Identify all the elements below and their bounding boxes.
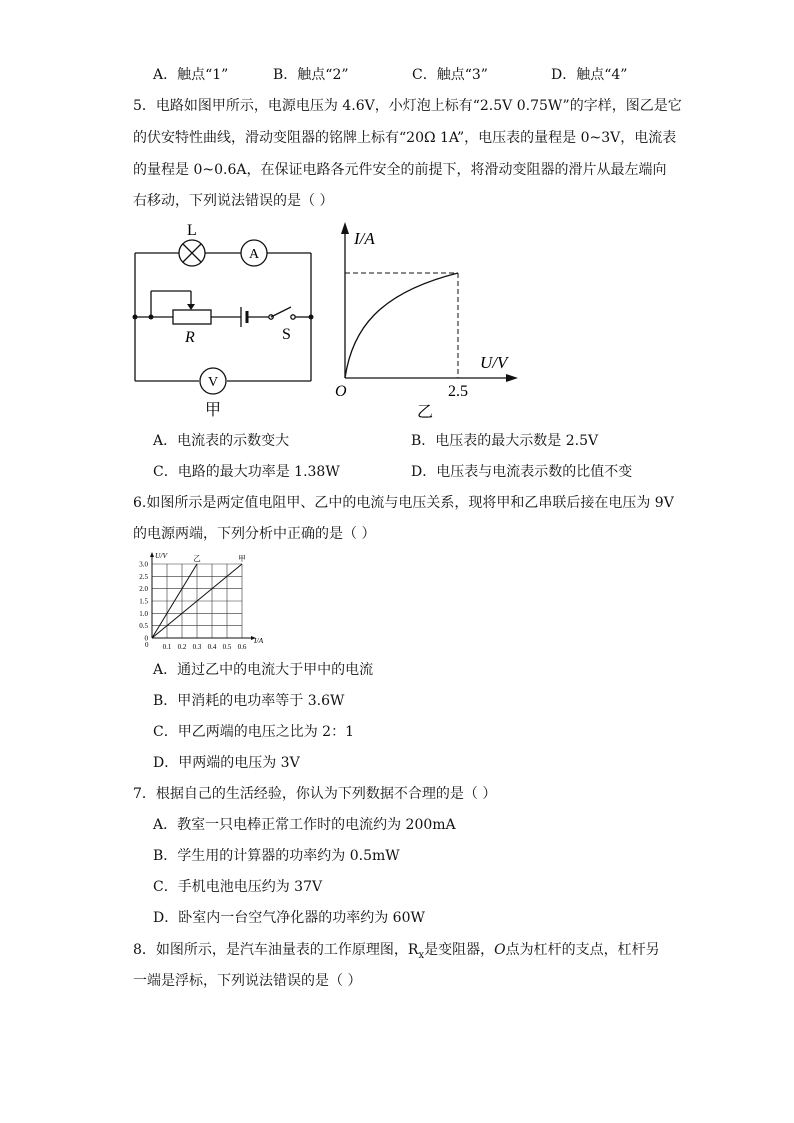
q5-stem-line-2: 的伏安特性曲线，滑动变阻器的铭牌上标有“20Ω 1A”，电压表的量程是 0~3V，电流表 — [133, 130, 677, 146]
q6-ui-chart — [128, 550, 270, 655]
x-tick-label: 0.3 — [192, 643, 202, 651]
x-tick-label: 0.4 — [207, 643, 217, 651]
y-tick-label: 2.5 — [139, 572, 148, 581]
q6-option-d[interactable]: D．甲两端的电压为 3V — [153, 755, 300, 771]
q5-circuit-diagram — [125, 215, 325, 420]
q5-stem-line-3: 的量程是 0~0.6A，在保证电路各元件安全的前提下，将滑动变阻器的滑片从最左端向 — [133, 162, 667, 178]
y-axis-arrow-icon — [341, 222, 349, 234]
x-tick-label: 0.1 — [162, 643, 172, 651]
x-tick-label: 0.5 — [222, 643, 232, 651]
q6-option-b[interactable]: B．甲消耗的电功率等于 3.6W — [153, 693, 345, 709]
rheostat-label: R — [185, 329, 195, 346]
q7-option-c[interactable]: C．手机电池电压约为 37V — [153, 879, 323, 895]
y-tick-label: 1.0 — [139, 609, 148, 618]
graph-xtick: 2.5 — [448, 383, 468, 400]
y-axis-label: U/V — [155, 551, 168, 560]
ammeter-label: A — [248, 247, 260, 262]
q4-option-b[interactable]: B．触点“2” — [273, 67, 349, 83]
q6-stem-line-1: 6.如图所示是两定值电阻甲、乙中的电流与电压关系，现将甲和乙串联后接在电压为 9V — [133, 495, 674, 511]
circuit-caption: 甲 — [204, 402, 222, 419]
y-tick-label: 0.5 — [139, 622, 148, 631]
q8-text-b: 是变阻器， — [424, 942, 495, 958]
x-tick-label: 0.2 — [177, 643, 187, 651]
graph-ylabel: I/A — [354, 229, 375, 248]
junction-dot — [149, 315, 154, 320]
q4-option-a[interactable]: A．触点“1” — [153, 67, 229, 83]
graph-xlabel: U/V — [480, 353, 508, 372]
graph-caption: 乙 — [416, 404, 434, 420]
q4-option-c[interactable]: C．触点“3” — [412, 67, 488, 83]
switch-label: S — [282, 326, 291, 343]
q8-text-a: 8．如图所示，是汽车油量表的工作原理图，R — [133, 942, 419, 958]
q5-option-d[interactable]: D．电压表与电流表示数的比值不变 — [411, 464, 633, 480]
q4-option-d[interactable]: D．触点“4” — [551, 67, 628, 83]
y-axis-arrow-icon — [150, 552, 154, 557]
q5-iu-graph — [330, 218, 530, 420]
q7-option-d[interactable]: D．卧室内一台空气净化器的功率约为 60W — [153, 910, 425, 926]
x-tick-label: 0.6 — [237, 643, 247, 651]
series-label-1: 甲 — [238, 554, 246, 563]
q5-stem-line-4: 右移动，下列说法错误的是（ ） — [133, 193, 334, 209]
q6-option-a[interactable]: A．通过乙中的电流大于甲中的电流 — [153, 662, 374, 678]
origin-label: 0 — [145, 641, 149, 649]
series-label-0: 乙 — [193, 554, 201, 563]
x-axis-arrow-icon — [506, 374, 518, 382]
y-tick-label: 3.0 — [139, 560, 148, 569]
y-tick-label: 0 — [144, 634, 148, 643]
lamp-symbol — [179, 240, 205, 266]
q7-stem: 7．根据自己的生活经验，你认为下列数据不合理的是（ ） — [133, 786, 497, 802]
y-tick-label: 1.5 — [139, 597, 148, 606]
q5-stem-line-1: 5．电路如图甲所示，电源电压为 4.6V，小灯泡上标有“2.5V 0.75W”的字样，图乙是它 — [133, 98, 682, 114]
q6-option-c[interactable]: C．甲乙两端的电压之比为 2：1 — [153, 724, 354, 740]
voltmeter-label: V — [207, 375, 219, 390]
q8-subscript: x — [418, 949, 425, 961]
q6-stem-line-2: 的电源两端，下列分析中正确的是（ ） — [133, 526, 376, 542]
slider-arrow-icon — [187, 304, 195, 310]
switch-symbol — [269, 307, 295, 319]
x-axis-label: I/A — [254, 636, 264, 645]
junction-dot — [309, 315, 314, 320]
q8-text-c: 点为杠杆的支点，杠杆另 — [505, 942, 660, 958]
q8-stem-line-2: 一端是浮标，下列说法错误的是（ ） — [133, 973, 362, 989]
q7-option-a[interactable]: A．教室一只电棒正常工作时的电流约为 200mA — [153, 817, 456, 833]
lamp-label: L — [187, 222, 197, 239]
q4-options — [153, 65, 627, 85]
q5-option-b[interactable]: B．电压表的最大示数是 2.5V — [411, 433, 599, 449]
q8-stem-line-1 — [133, 940, 660, 966]
junction-dot — [133, 315, 138, 320]
battery-symbol — [241, 307, 247, 327]
graph-origin: O — [335, 383, 347, 400]
q7-option-b[interactable]: B．学生用的计算器的功率约为 0.5mW — [153, 848, 400, 864]
y-tick-label: 2.0 — [139, 585, 148, 594]
q8-point-o: O — [494, 942, 506, 958]
q5-option-c[interactable]: C．电路的最大功率是 1.38W — [153, 464, 340, 480]
rheostat-symbol — [173, 310, 211, 324]
q5-option-a[interactable]: A．电流表的示数变大 — [153, 433, 290, 449]
iu-curve — [345, 273, 458, 378]
